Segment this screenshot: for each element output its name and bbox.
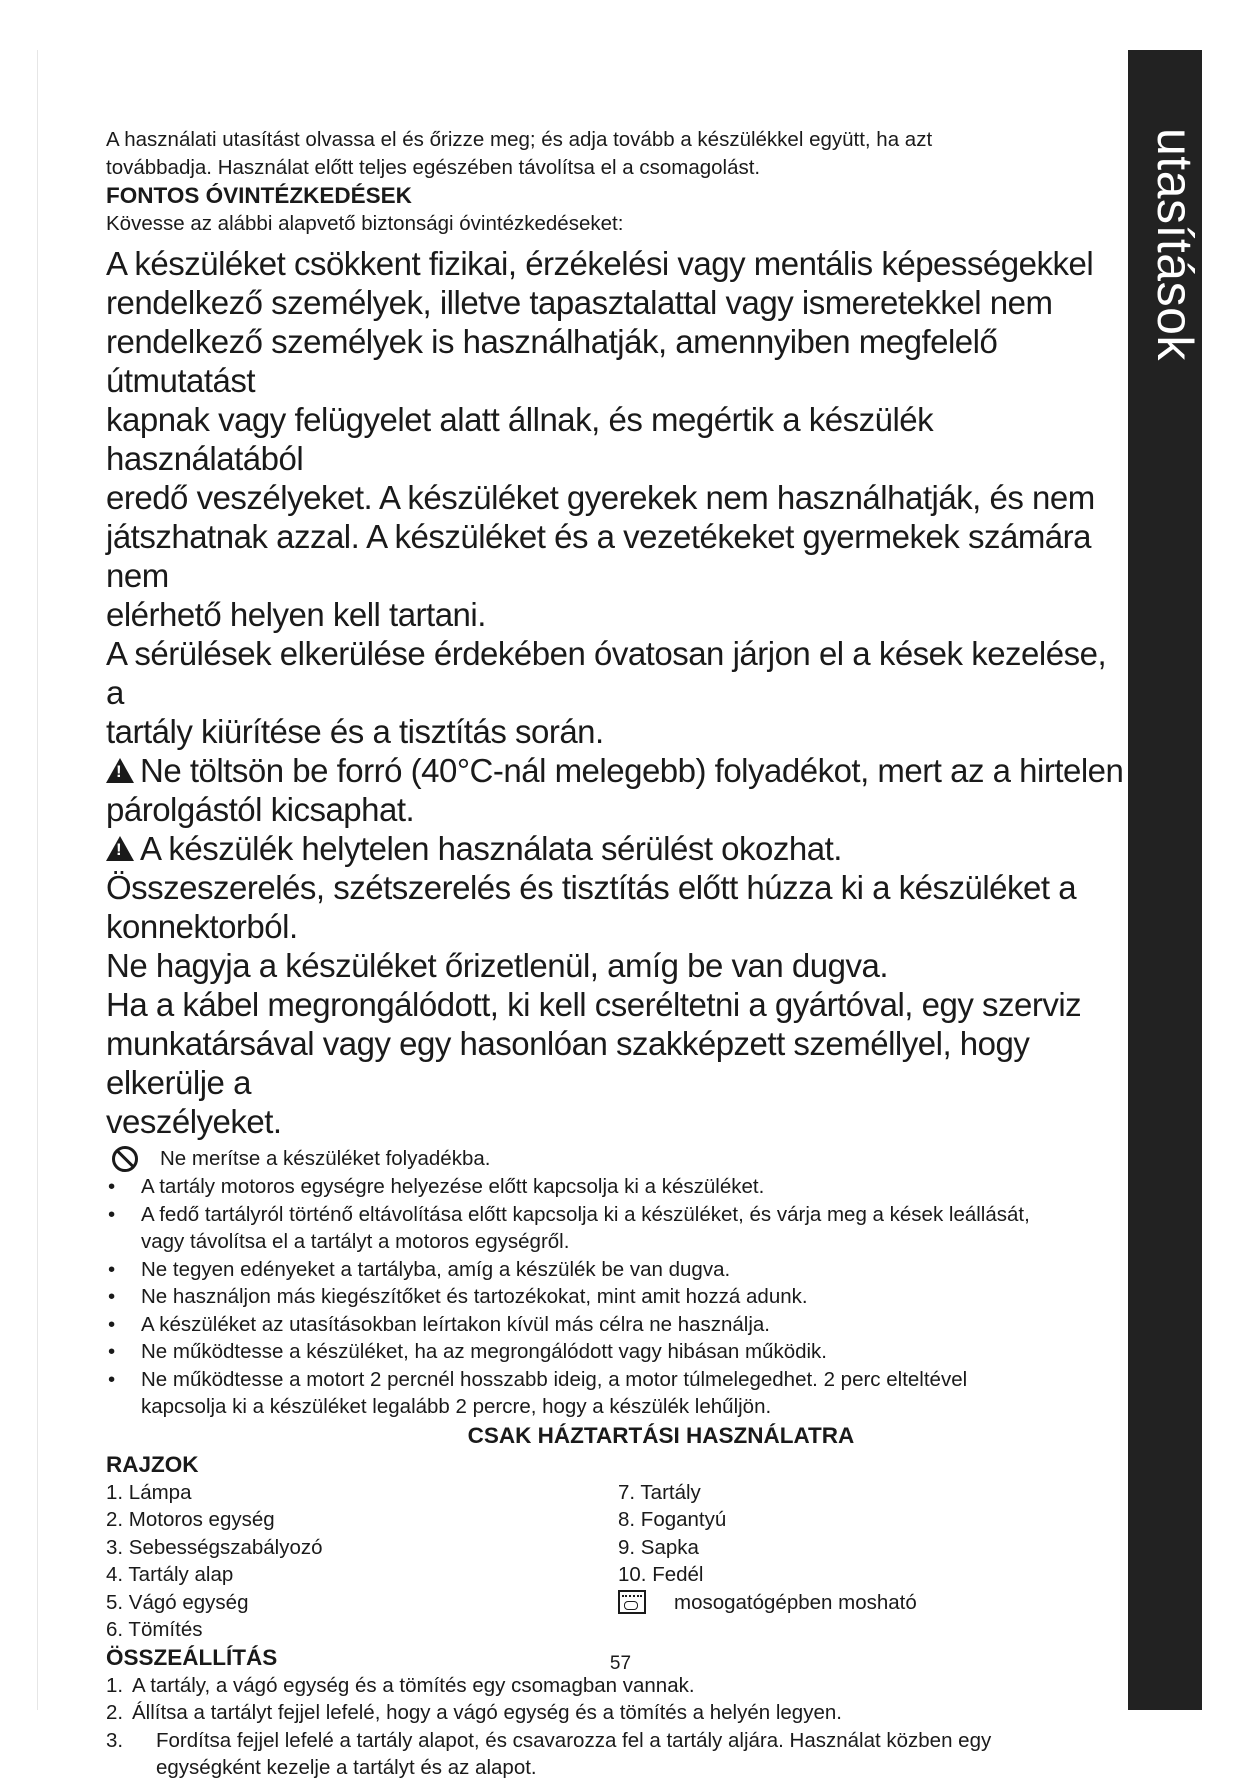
list-item: • Ne működtesse a motort 2 percnél hosszabb ideig, a motor túlmelegedhet. 2 perc elteltével kapcsolja ki a készüléket legalább 2 percre, hogy a készülék lehűljön. — [106, 1366, 1126, 1421]
dishwasher-safe-row — [618, 1589, 1068, 1617]
page-margin-line — [37, 50, 38, 1710]
large-line: Ne hagyja a készüléket őrizetlenül, amíg be van dugva. — [106, 947, 888, 984]
part-item: 3. Sebességszabályozó — [106, 1535, 323, 1559]
large-safety-text — [106, 244, 1126, 1141]
intro-line: továbbadja. Használat előtt teljes egészében távolítsa el a csomagolást. — [106, 156, 761, 179]
assembly-steps — [106, 1672, 1126, 1782]
list-item: • A tartály motoros egységre helyezése előtt kapcsolja ki a készüléket. — [106, 1173, 1126, 1201]
large-line: Ha a kábel megrongálódott, ki kell cseréltetni a gyártóval, egy szerviz — [106, 986, 1082, 1023]
large-line: elérhető helyen kell tartani. — [106, 596, 486, 633]
part-item: 6. Tömítés — [106, 1618, 203, 1641]
large-line: kapnak vagy felügyelet alatt állnak, és megértik a készülék használatából — [106, 401, 934, 477]
list-item: • Ne tegyen edényeket a tartályba, amíg a készülék be van dugva. — [106, 1256, 1126, 1284]
drawings-heading: RAJZOK — [106, 1451, 199, 1477]
large-line: rendelkező személyek, illetve tapasztalattal vagy ismeretekkel nem — [106, 284, 1053, 321]
parts-column-right — [618, 1479, 1068, 1644]
large-line: eredő veszélyeket. A készüléket gyerekek nem használhatják, és nem — [106, 479, 1095, 516]
warning-triangle-icon — [106, 758, 134, 783]
list-item: • Ne használjon más kiegészítőket és tartozékokat, mint amit hozzá adunk. — [106, 1283, 1126, 1311]
warning-text: A készülék helytelen használata sérülést okozhat. — [140, 830, 842, 867]
assembly-heading: ÖSSZEÁLLÍTÁS — [106, 1644, 278, 1670]
part-item: 8. Fogantyú — [618, 1508, 727, 1531]
part-item: 10. Fedél — [618, 1563, 704, 1586]
part-item: 5. Vágó egység — [106, 1590, 249, 1614]
no-immerse-icon — [112, 1146, 138, 1172]
part-item: 9. Sapka — [618, 1535, 699, 1559]
dishwasher-text: mosogatógépben mosható — [674, 1590, 917, 1614]
step-item: 1. A tartály, a vágó egység és a tömítés egy csomagban vannak. — [106, 1673, 695, 1697]
parts-column-left — [106, 1479, 618, 1644]
large-line: párolgástól kicsaphat. — [106, 791, 415, 828]
large-line: tartály kiürítése és a tisztítás során. — [106, 713, 604, 750]
large-line: rendelkező személyek is használhatják, amennyiben megfelelő útmutatást — [106, 323, 998, 399]
part-item: 2. Motoros egység — [106, 1508, 275, 1531]
part-item: 7. Tartály — [618, 1480, 701, 1504]
safety-heading: FONTOS ÓVINTÉZKEDÉSEK — [106, 183, 412, 208]
large-line: veszélyeket. — [106, 1103, 282, 1140]
parts-list — [106, 1479, 1126, 1644]
no-immerse-row — [106, 1145, 1126, 1173]
warning-line — [106, 751, 1126, 790]
warning-triangle-icon — [106, 836, 134, 861]
step-item: 2. Állítsa a tartályt fejjel lefelé, hogy a vágó egység és a tömítés a helyén legyen. — [106, 1701, 842, 1724]
part-item: 4. Tartály alap — [106, 1563, 234, 1586]
large-line: konnektorból. — [106, 908, 298, 945]
step-continuation: egységként kezelje a tartályt és az alapot. — [156, 1756, 537, 1779]
large-line: játszhatnak azzal. A készüléket és a vezetékeket gyermekek számára nem — [106, 518, 1092, 594]
warning-text: Ne töltsön be forró (40°C-nál melegebb) folyadékot, mert az a hirtelen — [140, 752, 1124, 789]
page-content — [106, 126, 1126, 1782]
household-use-heading: CSAK HÁZTARTÁSI HASZNÁLATRA — [467, 1422, 855, 1448]
step-item: 3. Fordítsa fejjel lefelé a tartály alapot, és csavarozza fel a tartály aljára. Használat közben egy — [106, 1728, 992, 1752]
warning-line — [106, 829, 1126, 868]
no-immerse-text: Ne merítse a készüléket folyadékba. — [160, 1147, 491, 1170]
large-line: A sérülések elkerülése érdekében óvatosan járjon el a kések kezelése, a — [106, 635, 1107, 711]
safety-intro: Kövesse az alábbi alapvető biztonsági óvintézkedéseket: — [106, 212, 624, 235]
list-item: • Ne működtesse a készüléket, ha az megrongálódott vagy hibásan működik. — [106, 1338, 1126, 1366]
large-line: munkatársával vagy egy hasonlóan szakképzett személlyel, hogy elkerülje a — [106, 1025, 1030, 1101]
part-item: 1. Lámpa — [106, 1480, 192, 1504]
page-number: 57 — [609, 1653, 632, 1674]
large-line: A készüléket csökkent fizikai, érzékelési vagy mentális képességekkel — [106, 245, 1094, 282]
list-item: • A fedő tartályról történő eltávolítása előtt kapcsolja ki a készüléket, és várja meg a kések leállását, vagy távolítsa el a tartályt a motoros egységről. — [106, 1201, 1126, 1256]
list-item: • A készüléket az utasításokban leírtakon kívül más célra ne használja. — [106, 1311, 1126, 1339]
intro-line: A használati utasítást olvassa el és őrizze meg; és adja tovább a készülékkel együtt, ha azt — [106, 128, 933, 151]
side-tab-label: utasítások — [1147, 128, 1203, 361]
dishwasher-icon — [618, 1590, 646, 1614]
large-line: Összeszerelés, szétszerelés és tisztítás előtt húzza ki a készüléket a — [106, 869, 1077, 906]
safety-bullet-list — [106, 1173, 1126, 1421]
